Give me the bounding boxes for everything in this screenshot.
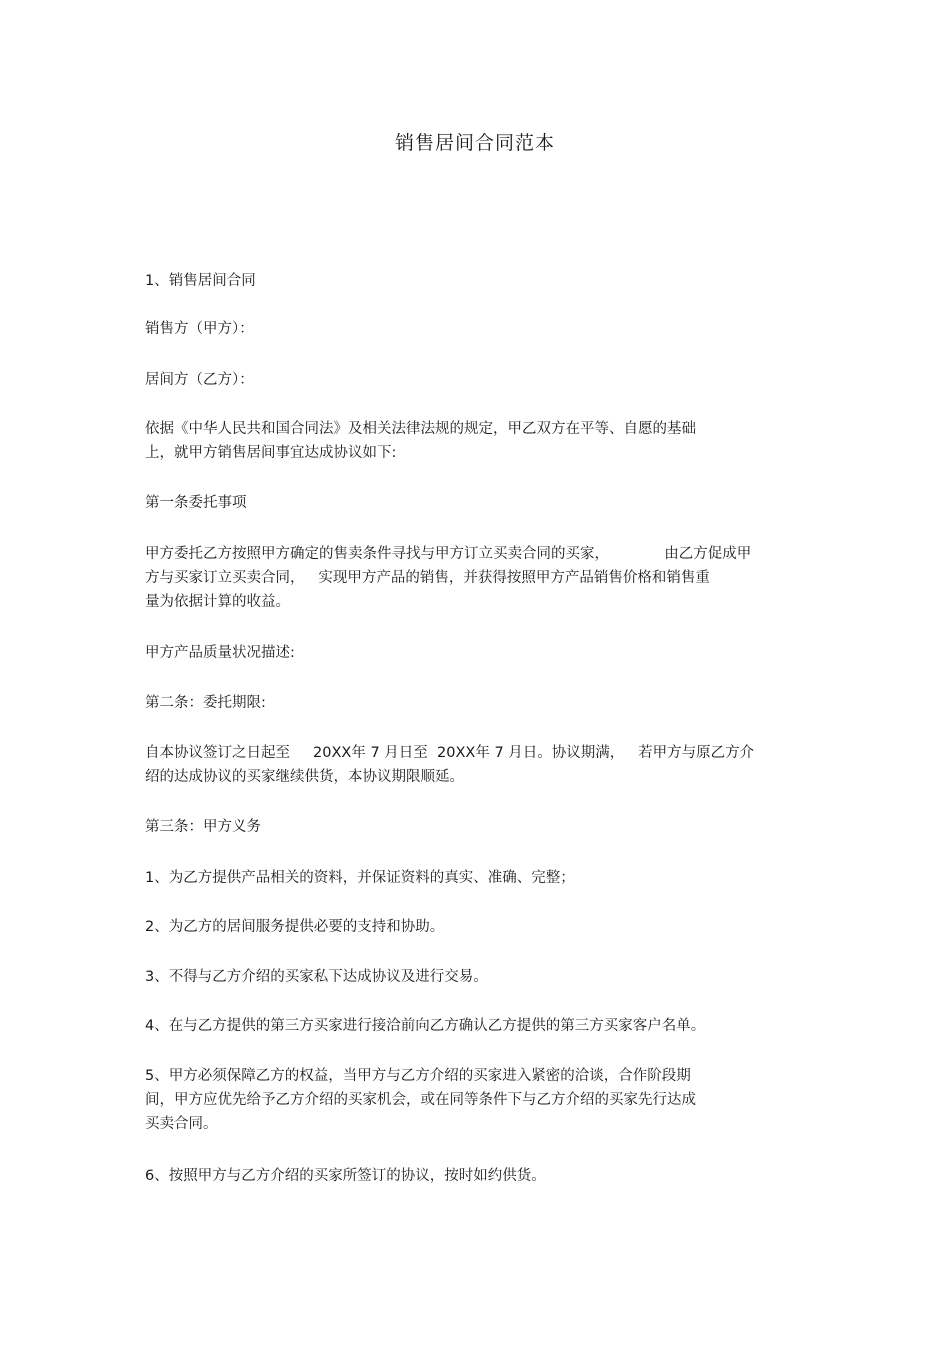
article-2-heading: 第二条：委托期限: <box>145 695 266 711</box>
obligation-item-2: 2、为乙方的居间服务提供必要的支持和协助。 <box>145 919 445 935</box>
article-2-body: 自本协议签订之日起至 20XX年 7 月日至 20XX年 7 月日。协议期满， 若甲方与原乙方介 绍的达成协议的买家继续供货，本协议期限顺延。 <box>145 745 755 785</box>
article-1-heading: 第一条委托事项 <box>145 495 247 511</box>
seller-party-line: 销售方（甲方）： <box>145 321 254 337</box>
article-3-heading: 第三条：甲方义务 <box>145 819 261 835</box>
obligation-item-1: 1、为乙方提供产品相关的资料，并保证资料的真实、准确、完整； <box>145 870 575 886</box>
obligation-item-5: 5、甲方必须保障乙方的权益，当甲方与乙方介绍的买家进入紧密的洽谈，合作阶段期 间，甲方应优先给予乙方介绍的买家机会，或在同等条件下与乙方介绍的买家先行达成 买卖合同。 <box>145 1068 696 1132</box>
broker-party-line: 居间方（乙方）： <box>145 372 254 388</box>
obligation-item-3: 3、不得与乙方介绍的买家私下达成协议及进行交易。 <box>145 969 488 985</box>
obligation-item-4: 4、在与乙方提供的第三方买家进行接洽前向乙方确认乙方提供的第三方买家客户名单。 <box>145 1018 706 1034</box>
preamble-paragraph: 依据《中华人民共和国合同法》及相关法律法规的规定，甲乙双方在平等、自愿的基础 上，就甲方销售居间事宜达成协议如下: <box>145 421 696 461</box>
article-1-body: 甲方委托乙方按照甲方确定的售卖条件寻找与甲方订立买卖合同的买家， 由乙方促成甲 方与买家订立买卖合同， 实现甲方产品的销售，并获得按照甲方产品销售价格和销售重 量为依据计算的收益。 <box>145 546 752 610</box>
obligation-item-6: 6、按照甲方与乙方介绍的买家所签订的协议，按时如约供货。 <box>145 1168 546 1184</box>
section-heading: 1、销售居间合同 <box>145 273 256 289</box>
document-title: 销售居间合同范本 <box>394 132 555 154</box>
quality-description-line: 甲方产品质量状况描述: <box>145 645 295 661</box>
